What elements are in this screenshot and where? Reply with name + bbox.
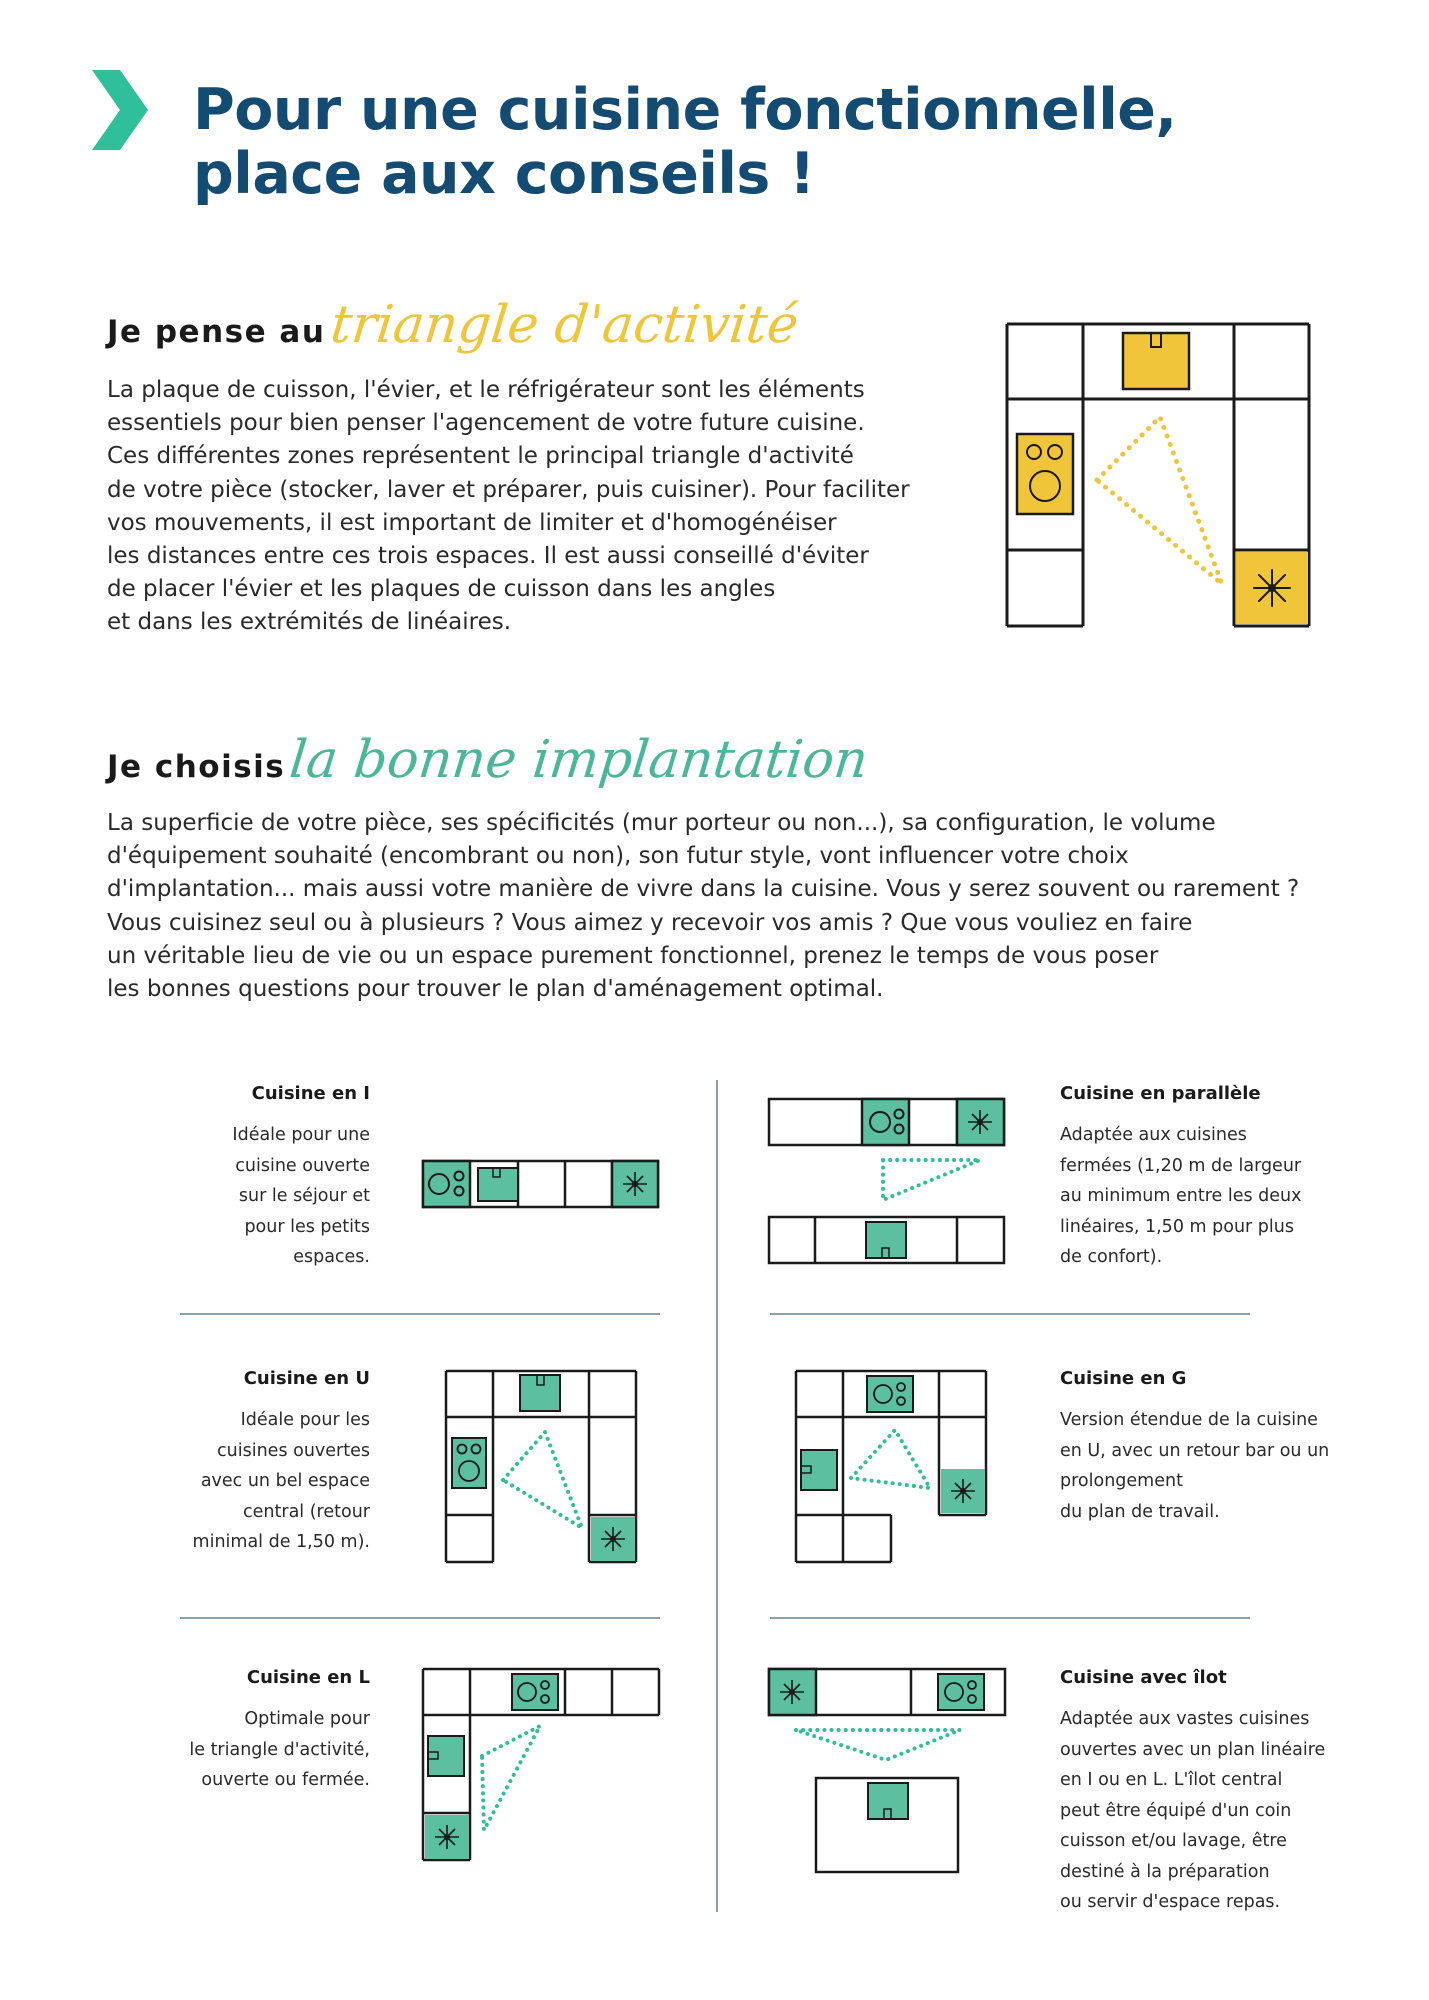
- layout-l-title: Cuisine en L: [246, 1667, 370, 1688]
- layout-ilot-title: Cuisine avec îlot: [1060, 1667, 1227, 1688]
- layout-ilot-text: Adaptée aux vastes cuisines ouvertes avec un plan linéaire en I ou en L. L'îlot central peut être équipé d'un coin cuisson et/ou lavage, être destiné à la préparation ou servir d'espace repas.: [1060, 1709, 1326, 1912]
- layout-u-diagram: [445, 1370, 641, 1566]
- fridge-snowflake-icon: [1236, 552, 1308, 624]
- section1-heading: [107, 295, 801, 355]
- sink-icon: [1123, 333, 1189, 389]
- layout-l-text: Optimale pour le triangle d'activité, ouverte ou fermée.: [189, 1709, 370, 1790]
- layout-g-diagram: [795, 1370, 991, 1566]
- section1-body: La plaque de cuisson, l'évier, et le réfrigérateur sont les éléments essentiels pour bien penser l'agencement de votre future cuisine. Ces différentes zones représentent le principal triangle d'activité de votre pièce (stocker, laver et préparer, puis cuisiner). Pour faciliter vos mouvements, il est important de limiter et d'homogénéiser les distances entre ces trois espaces. Il est aussi conseillé d'éviter de placer l'évier et les plaques de cuisson dans les angles et dans les extrémités de linéaires.: [107, 377, 910, 636]
- divider-right-2: [770, 1617, 1250, 1619]
- section2-body: La superficie de votre pièce, ses spécificités (mur porteur ou non...), sa configuration, le volume d'équipement souhaité (encombrant ou non), son futur style, vont influencer votre choix d'implantation... mais aussi votre manière de vivre dans la cuisine. Vous y serez souvent ou rarement ? Vous cuisinez seul ou à plusieurs ? Vous aimez y recevoir vos amis ? Que vous vouliez en faire un véritable lieu de vie ou un espace purement fonctionnel, prenez le temps de vous poser les bonnes questions pour trouver le plan d'aménagement optimal.: [107, 810, 1300, 1003]
- layout-u: [150, 1368, 370, 1558]
- divider-left-2: [180, 1617, 660, 1619]
- cooktop-icon: [1017, 434, 1073, 514]
- vertical-divider: [716, 1080, 718, 1912]
- layout-parallele-text: Adaptée aux cuisines fermées (1,20 m de largeur au minimum entre les deux linéaires, 1,50 m pour plus de confort).: [1060, 1125, 1302, 1267]
- divider-right-1: [770, 1313, 1250, 1315]
- page-title: [193, 78, 1193, 206]
- section1-heading-script: triangle d'activité: [327, 295, 801, 355]
- layout-l-diagram: [422, 1668, 666, 1864]
- layout-parallele-title: Cuisine en parallèle: [1060, 1083, 1261, 1104]
- layout-i-text: Idéale pour une cuisine ouverte sur le séjour et pour les petits espaces.: [232, 1125, 370, 1267]
- layout-g-title: Cuisine en G: [1060, 1368, 1187, 1389]
- layout-g: [1060, 1368, 1360, 1527]
- layout-g-text: Version étendue de la cuisine en U, avec un retour bar ou un prolongement du plan de travail.: [1060, 1410, 1330, 1522]
- title-line-1: Pour une cuisine fonctionnelle,: [193, 77, 1177, 143]
- layout-i: [150, 1083, 370, 1273]
- triangle-diagram: [1005, 322, 1315, 632]
- layout-parallele: [1060, 1083, 1360, 1273]
- chevron-right-icon: [92, 70, 152, 150]
- section2-heading-prefix: Je choisis: [107, 749, 286, 785]
- section1-heading-prefix: Je pense au: [107, 314, 326, 350]
- layout-i-title: Cuisine en I: [251, 1083, 370, 1104]
- layout-ilot: [1060, 1667, 1390, 1918]
- layout-parallele-diagram: [768, 1098, 1010, 1266]
- divider-left-1: [180, 1313, 660, 1315]
- layout-i-diagram: [422, 1160, 662, 1210]
- layout-ilot-diagram: [768, 1668, 1012, 1874]
- layout-l: [150, 1667, 370, 1796]
- section2-heading-script: la bonne implantation: [287, 730, 872, 790]
- title-line-2: place aux conseils !: [193, 141, 815, 207]
- section2-heading: [107, 730, 872, 790]
- layout-u-text: Idéale pour les cuisines ouvertes avec un bel espace central (retour minimal de 1,50 m).: [192, 1410, 370, 1552]
- layout-u-title: Cuisine en U: [243, 1368, 370, 1389]
